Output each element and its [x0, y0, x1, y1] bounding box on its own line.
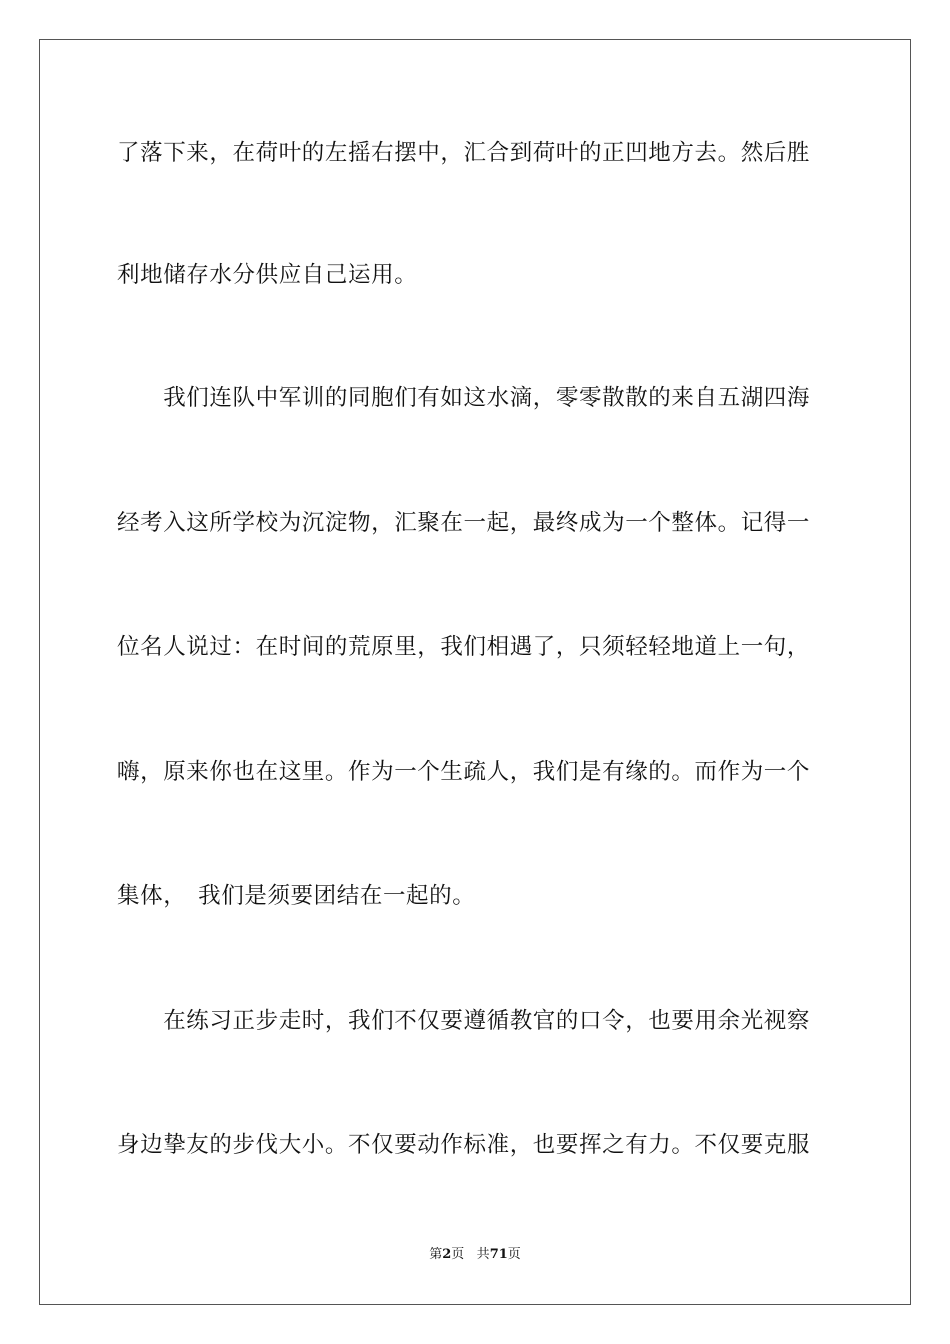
footer-page-number: 2: [442, 1247, 452, 1262]
footer-total-prefix: 共: [476, 1247, 490, 1262]
footer-total-suffix: 页: [507, 1247, 521, 1262]
text-line-7: 集体， 我们是须要团结在一起的。: [117, 883, 476, 909]
text-line-3: 我们连队中军训的同胞们有如这水滴，零零散散的来自五湖四海: [117, 385, 811, 411]
text-line-6: 嗨，原来你也在这里。作为一个生疏人，我们是有缘的。而作为一个: [117, 759, 811, 785]
text-line-1: 了落下来，在荷叶的左摇右摆中，汇合到荷叶的正凹地方去。然后胜: [117, 140, 811, 166]
text-line-8: 在练习正步走时，我们不仅要遵循教官的口令，也要用余光视察: [117, 1008, 811, 1034]
footer-total-pages: 71: [489, 1247, 508, 1262]
page-border: [39, 39, 911, 1305]
text-line-5: 位名人说过：在时间的荒原里，我们相遇了，只须轻轻地道上一句，: [117, 634, 811, 660]
page-footer: [0, 1246, 950, 1264]
footer-page-prefix: 第: [429, 1247, 443, 1262]
text-line-4: 经考入这所学校为沉淀物，汇聚在一起，最终成为一个整体。记得一: [117, 510, 811, 536]
text-line-9: 身边挚友的步伐大小。不仅要动作标准，也要挥之有力。不仅要克服: [117, 1132, 811, 1158]
text-line-2: 利地储存水分供应自己运用。: [117, 262, 418, 288]
footer-page-suffix: 页: [451, 1247, 465, 1262]
